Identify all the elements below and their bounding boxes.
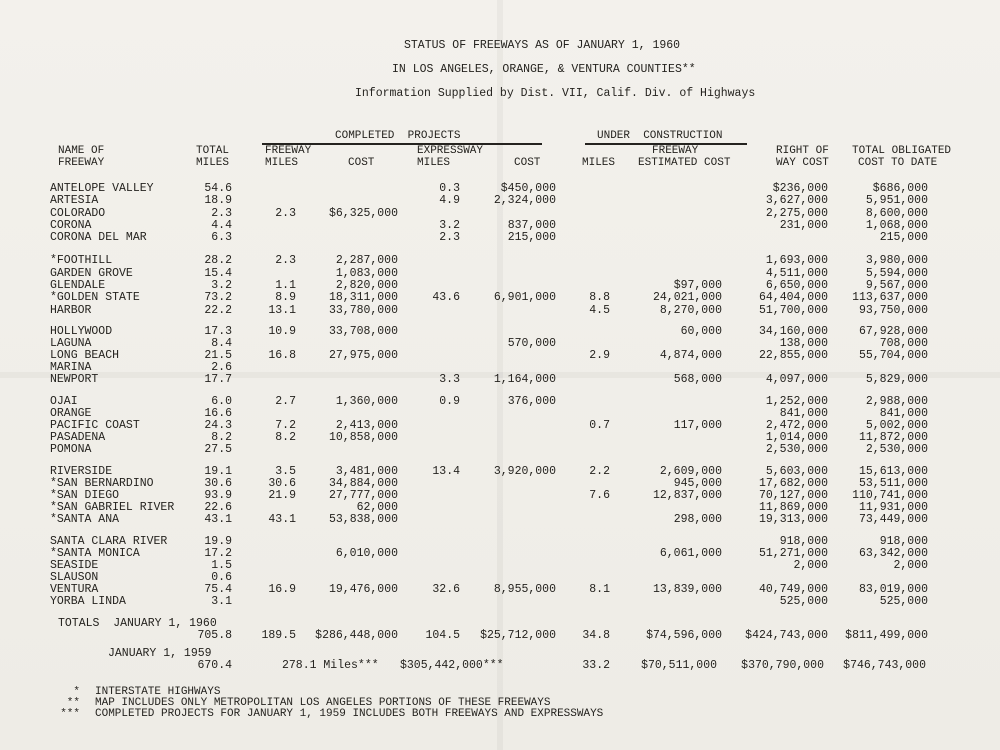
freeway-name: OJAI <box>50 395 78 408</box>
expressway-cost: 570,000 <box>507 337 556 350</box>
total-miles: 18.9 <box>204 194 232 207</box>
total-miles: 4.4 <box>211 219 232 232</box>
expressway-cost: 215,000 <box>507 231 556 244</box>
freeway-cost: 2,413,000 <box>335 419 398 432</box>
uc-miles: 8.8 <box>589 291 610 304</box>
expressway-cost: $450,000 <box>500 182 556 195</box>
freeway-name: ORANGE <box>50 407 92 420</box>
total-miles: 8.4 <box>211 337 232 350</box>
freeway-cost: 34,884,000 <box>328 477 398 490</box>
total-miles: 17.2 <box>204 547 232 560</box>
totals-1960-miles: 705.8 <box>197 629 232 642</box>
freeway-miles: 13.1 <box>268 304 296 317</box>
totals-1959-row-cost: $370,790,000 <box>741 659 824 672</box>
right-of-way-cost: 17,682,000 <box>758 477 828 490</box>
freeway-cost: 33,780,000 <box>328 304 398 317</box>
right-of-way-cost: 2,000 <box>793 559 828 572</box>
doc-title: STATUS OF FREEWAYS AS OF JANUARY 1, 1960 <box>404 39 681 52</box>
header-expressway-1: EXPRESSWAY <box>417 145 484 157</box>
uc-estimated-cost: 12,837,000 <box>652 489 722 502</box>
freeway-name: HARBOR <box>50 304 92 317</box>
total-miles: 15.4 <box>204 267 232 280</box>
freeway-miles: 30.6 <box>268 477 296 490</box>
total-miles: 27.5 <box>204 443 232 456</box>
total-obligated-cost: 2,000 <box>893 559 928 572</box>
freeway-miles: 16.9 <box>268 583 296 596</box>
header-cost-2: COST <box>514 157 541 169</box>
freeway-name: PASADENA <box>50 431 106 444</box>
freeway-name: SANTA CLARA RIVER <box>50 535 168 548</box>
total-miles: 3.1 <box>211 595 232 608</box>
expressway-cost: 1,164,000 <box>493 373 556 386</box>
expressway-miles: 4.9 <box>439 194 460 207</box>
totals-1960-total-cost: $811,499,000 <box>845 629 928 642</box>
expressway-miles: 0.3 <box>439 182 460 195</box>
total-obligated-cost: 708,000 <box>879 337 928 350</box>
right-of-way-cost: 2,275,000 <box>765 207 828 220</box>
totals-1959-completed-miles: 278.1 Miles*** <box>282 659 379 672</box>
header-completed-projects: COMPLETED PROJECTS <box>335 130 461 142</box>
right-of-way-cost: 5,603,000 <box>765 465 828 478</box>
freeway-name: *GOLDEN STATE <box>50 291 140 304</box>
expressway-cost: 3,920,000 <box>493 465 556 478</box>
right-of-way-cost: 34,160,000 <box>758 325 828 338</box>
header-uc-freeway-1: FREEWAY <box>652 145 699 157</box>
uc-miles: 0.7 <box>589 419 610 432</box>
total-miles: 28.2 <box>204 254 232 267</box>
total-obligated-cost: 5,002,000 <box>865 419 928 432</box>
freeway-cost: 3,481,000 <box>335 465 398 478</box>
right-of-way-cost: 51,700,000 <box>758 304 828 317</box>
freeway-name: CORONA DEL MAR <box>50 231 147 244</box>
total-miles: 93.9 <box>204 489 232 502</box>
totals-1960-fwy-cost: $286,448,000 <box>315 629 398 642</box>
right-of-way-cost: 525,000 <box>779 595 828 608</box>
total-miles: 16.6 <box>204 407 232 420</box>
total-obligated-cost: 110,741,000 <box>852 489 928 502</box>
total-obligated-cost: 53,511,000 <box>858 477 928 490</box>
freeway-name: GLENDALE <box>50 279 106 292</box>
right-of-way-cost: $236,000 <box>772 182 828 195</box>
freeway-name: HOLLYWOOD <box>50 325 113 338</box>
total-obligated-cost: 83,019,000 <box>858 583 928 596</box>
total-miles: 6.0 <box>211 395 232 408</box>
footnote-text: MAP INCLUDES ONLY METROPOLITAN LOS ANGELES PORTIONS OF THESE FREEWAYS <box>95 697 551 709</box>
right-of-way-cost: 70,127,000 <box>758 489 828 502</box>
totals-1960-exp-cost: $25,712,000 <box>480 629 556 642</box>
total-miles: 75.4 <box>204 583 232 596</box>
header-total-obligated-1: TOTAL OBLIGATED <box>852 145 952 157</box>
freeway-miles: 8.2 <box>275 431 296 444</box>
uc-estimated-cost: 24,021,000 <box>652 291 722 304</box>
freeway-cost: 19,476,000 <box>328 583 398 596</box>
total-obligated-cost: 215,000 <box>879 231 928 244</box>
right-of-way-cost: 138,000 <box>779 337 828 350</box>
freeway-cost: 1,360,000 <box>335 395 398 408</box>
header-uc-miles: MILES <box>582 157 616 169</box>
freeway-name: PACIFIC COAST <box>50 419 140 432</box>
total-miles: 24.3 <box>204 419 232 432</box>
expressway-cost: 2,324,000 <box>493 194 556 207</box>
total-miles: 43.1 <box>204 513 232 526</box>
uc-estimated-cost: 2,609,000 <box>659 465 722 478</box>
freeway-cost: 6,010,000 <box>335 547 398 560</box>
freeway-miles: 43.1 <box>268 513 296 526</box>
total-miles: 73.2 <box>204 291 232 304</box>
total-miles: 8.2 <box>211 431 232 444</box>
header-name-1: NAME OF <box>58 145 105 157</box>
doc-subtitle: IN LOS ANGELES, ORANGE, & VENTURA COUNTIES** <box>392 63 696 76</box>
total-miles: 2.3 <box>211 207 232 220</box>
header-under-construction: UNDER CONSTRUCTION <box>597 130 723 142</box>
total-miles: 1.5 <box>211 559 232 572</box>
total-obligated-cost: 93,750,000 <box>858 304 928 317</box>
freeway-name: LONG BEACH <box>50 349 120 362</box>
total-miles: 19.1 <box>204 465 232 478</box>
right-of-way-cost: 3,627,000 <box>765 194 828 207</box>
header-right-of-way-1: RIGHT OF <box>776 145 829 157</box>
uc-estimated-cost: 13,839,000 <box>652 583 722 596</box>
uc-miles: 2.2 <box>589 465 610 478</box>
total-miles: 3.2 <box>211 279 232 292</box>
freeway-miles: 10.9 <box>268 325 296 338</box>
freeway-cost: 18,311,000 <box>328 291 398 304</box>
uc-estimated-cost: 117,000 <box>673 419 722 432</box>
uc-estimated-cost: 298,000 <box>673 513 722 526</box>
freeway-name: CORONA <box>50 219 92 232</box>
uc-miles: 2.9 <box>589 349 610 362</box>
footnote-mark: *** <box>60 708 80 720</box>
freeway-name: POMONA <box>50 443 92 456</box>
freeway-name: COLORADO <box>50 207 106 220</box>
freeway-miles: 8.9 <box>275 291 296 304</box>
freeway-name: *SAN DIEGO <box>50 489 120 502</box>
freeway-name: SLAUSON <box>50 571 99 584</box>
freeway-miles: 2.3 <box>275 254 296 267</box>
right-of-way-cost: 51,271,000 <box>758 547 828 560</box>
expressway-cost: 376,000 <box>507 395 556 408</box>
doc-source: Information Supplied by Dist. VII, Calif. Div. of Highways <box>355 87 756 100</box>
total-obligated-cost: 5,951,000 <box>865 194 928 207</box>
right-of-way-cost: 6,650,000 <box>765 279 828 292</box>
uc-estimated-cost: $97,000 <box>673 279 722 292</box>
total-miles: 21.5 <box>204 349 232 362</box>
right-of-way-cost: 2,530,000 <box>765 443 828 456</box>
uc-estimated-cost: 4,874,000 <box>659 349 722 362</box>
totals-1959-miles: 670.4 <box>197 659 232 672</box>
right-of-way-cost: 11,869,000 <box>758 501 828 514</box>
footnote-mark: * <box>73 686 80 698</box>
total-obligated-cost: 55,704,000 <box>858 349 928 362</box>
freeway-cost: 53,838,000 <box>328 513 398 526</box>
total-miles: 0.6 <box>211 571 232 584</box>
total-obligated-cost: 525,000 <box>879 595 928 608</box>
header-total-2: MILES <box>196 157 230 169</box>
totals-1959-uc-cost: $70,511,000 <box>641 659 717 672</box>
header-freeway-2: MILES <box>265 157 299 169</box>
freeway-miles: 2.7 <box>275 395 296 408</box>
expressway-miles: 32.6 <box>432 583 460 596</box>
freeway-name: ARTESIA <box>50 194 99 207</box>
total-obligated-cost: 1,068,000 <box>865 219 928 232</box>
freeway-cost: 27,975,000 <box>328 349 398 362</box>
uc-miles: 7.6 <box>589 489 610 502</box>
uc-miles: 8.1 <box>589 583 610 596</box>
expressway-miles: 3.3 <box>439 373 460 386</box>
freeway-miles: 16.8 <box>268 349 296 362</box>
totals-1960-exp-miles: 104.5 <box>425 629 460 642</box>
total-obligated-cost: 5,594,000 <box>865 267 928 280</box>
expressway-miles: 43.6 <box>432 291 460 304</box>
freeway-name: SEASIDE <box>50 559 99 572</box>
total-miles: 6.3 <box>211 231 232 244</box>
total-obligated-cost: 8,600,000 <box>865 207 928 220</box>
total-obligated-cost: 67,928,000 <box>858 325 928 338</box>
expressway-miles: 2.3 <box>439 231 460 244</box>
total-obligated-cost: 3,980,000 <box>865 254 928 267</box>
total-miles: 17.3 <box>204 325 232 338</box>
header-expressway-2: MILES <box>417 157 451 169</box>
right-of-way-cost: 4,097,000 <box>765 373 828 386</box>
right-of-way-cost: 22,855,000 <box>758 349 828 362</box>
header-cost-1: COST <box>348 157 375 169</box>
freeway-name: *SAN BERNARDINO <box>50 477 154 490</box>
totals-1960-fwy-miles: 189.5 <box>261 629 296 642</box>
freeway-name: LAGUNA <box>50 337 92 350</box>
freeway-name: NEWPORT <box>50 373 99 386</box>
expressway-cost: 6,901,000 <box>493 291 556 304</box>
freeway-name: VENTURA <box>50 583 99 596</box>
freeway-cost: 62,000 <box>356 501 398 514</box>
totals-1960-uc-miles: 34.8 <box>582 629 610 642</box>
freeway-miles: 3.5 <box>275 465 296 478</box>
freeway-name: YORBA LINDA <box>50 595 126 608</box>
right-of-way-cost: 841,000 <box>779 407 828 420</box>
total-miles: 30.6 <box>204 477 232 490</box>
total-obligated-cost: 5,829,000 <box>865 373 928 386</box>
freeway-cost: 10,858,000 <box>328 431 398 444</box>
total-miles: 2.6 <box>211 361 232 374</box>
freeway-cost: 2,287,000 <box>335 254 398 267</box>
header-name-2: FREEWAY <box>58 157 105 169</box>
total-obligated-cost: 113,637,000 <box>852 291 928 304</box>
uc-estimated-cost: 6,061,000 <box>659 547 722 560</box>
total-obligated-cost: 63,342,000 <box>858 547 928 560</box>
totals-1960-uc-cost: $74,596,000 <box>646 629 722 642</box>
header-uc-freeway-2: ESTIMATED COST <box>638 157 731 169</box>
right-of-way-cost: 40,749,000 <box>758 583 828 596</box>
total-obligated-cost: 2,988,000 <box>865 395 928 408</box>
header-freeway-1: FREEWAY <box>265 145 312 157</box>
total-obligated-cost: $686,000 <box>872 182 928 195</box>
footnote-text: COMPLETED PROJECTS FOR JANUARY 1, 1959 INCLUDES BOTH FREEWAYS AND EXPRESSWAYS <box>95 708 604 720</box>
footnote-mark: ** <box>66 697 80 709</box>
uc-miles: 4.5 <box>589 304 610 317</box>
freeway-name: MARINA <box>50 361 92 374</box>
total-obligated-cost: 841,000 <box>879 407 928 420</box>
total-obligated-cost: 918,000 <box>879 535 928 548</box>
totals-1959-completed-cost: $305,442,000*** <box>400 659 504 672</box>
total-obligated-cost: 9,567,000 <box>865 279 928 292</box>
freeway-name: *FOOTHILL <box>50 254 113 267</box>
expressway-miles: 3.2 <box>439 219 460 232</box>
freeway-name: ANTELOPE VALLEY <box>50 182 154 195</box>
right-of-way-cost: 231,000 <box>779 219 828 232</box>
freeway-name: RIVERSIDE <box>50 465 113 478</box>
total-obligated-cost: 15,613,000 <box>858 465 928 478</box>
right-of-way-cost: 4,511,000 <box>765 267 828 280</box>
totals-1959-uc-miles: 33.2 <box>582 659 610 672</box>
freeway-cost: 27,777,000 <box>328 489 398 502</box>
total-obligated-cost: 73,449,000 <box>858 513 928 526</box>
right-of-way-cost: 1,252,000 <box>765 395 828 408</box>
freeway-miles: 21.9 <box>268 489 296 502</box>
total-miles: 54.6 <box>204 182 232 195</box>
freeway-name: *SAN GABRIEL RIVER <box>50 501 175 514</box>
expressway-cost: 8,955,000 <box>493 583 556 596</box>
footnote-text: INTERSTATE HIGHWAYS <box>95 686 221 698</box>
expressway-miles: 0.9 <box>439 395 460 408</box>
right-of-way-cost: 918,000 <box>779 535 828 548</box>
freeway-miles: 7.2 <box>275 419 296 432</box>
header-total-obligated-2: COST TO DATE <box>858 157 938 169</box>
freeway-cost: $6,325,000 <box>328 207 398 220</box>
total-miles: 22.2 <box>204 304 232 317</box>
right-of-way-cost: 19,313,000 <box>758 513 828 526</box>
totals-1959-total-cost: $746,743,000 <box>843 659 926 672</box>
right-of-way-cost: 2,472,000 <box>765 419 828 432</box>
freeway-cost: 1,083,000 <box>335 267 398 280</box>
freeway-miles: 1.1 <box>275 279 296 292</box>
totals-1960-label: TOTALS JANUARY 1, 1960 <box>58 617 217 630</box>
uc-estimated-cost: 945,000 <box>673 477 722 490</box>
uc-estimated-cost: 60,000 <box>680 325 722 338</box>
total-obligated-cost: 2,530,000 <box>865 443 928 456</box>
header-right-of-way-2: WAY COST <box>776 157 829 169</box>
freeway-cost: 2,820,000 <box>335 279 398 292</box>
expressway-cost: 837,000 <box>507 219 556 232</box>
uc-estimated-cost: 8,270,000 <box>659 304 722 317</box>
uc-estimated-cost: 568,000 <box>673 373 722 386</box>
total-obligated-cost: 11,931,000 <box>858 501 928 514</box>
freeway-name: *SANTA ANA <box>50 513 120 526</box>
total-obligated-cost: 11,872,000 <box>858 431 928 444</box>
header-total-1: TOTAL <box>196 145 230 157</box>
freeway-miles: 2.3 <box>275 207 296 220</box>
expressway-miles: 13.4 <box>432 465 460 478</box>
right-of-way-cost: 1,014,000 <box>765 431 828 444</box>
freeway-name: *SANTA MONICA <box>50 547 140 560</box>
total-miles: 22.6 <box>204 501 232 514</box>
right-of-way-cost: 64,404,000 <box>758 291 828 304</box>
freeway-name: GARDEN GROVE <box>50 267 133 280</box>
totals-1960-row-cost: $424,743,000 <box>745 629 828 642</box>
total-miles: 17.7 <box>204 373 232 386</box>
totals-1959-label: JANUARY 1, 1959 <box>108 647 212 660</box>
freeway-cost: 33,708,000 <box>328 325 398 338</box>
total-miles: 19.9 <box>204 535 232 548</box>
right-of-way-cost: 1,693,000 <box>765 254 828 267</box>
